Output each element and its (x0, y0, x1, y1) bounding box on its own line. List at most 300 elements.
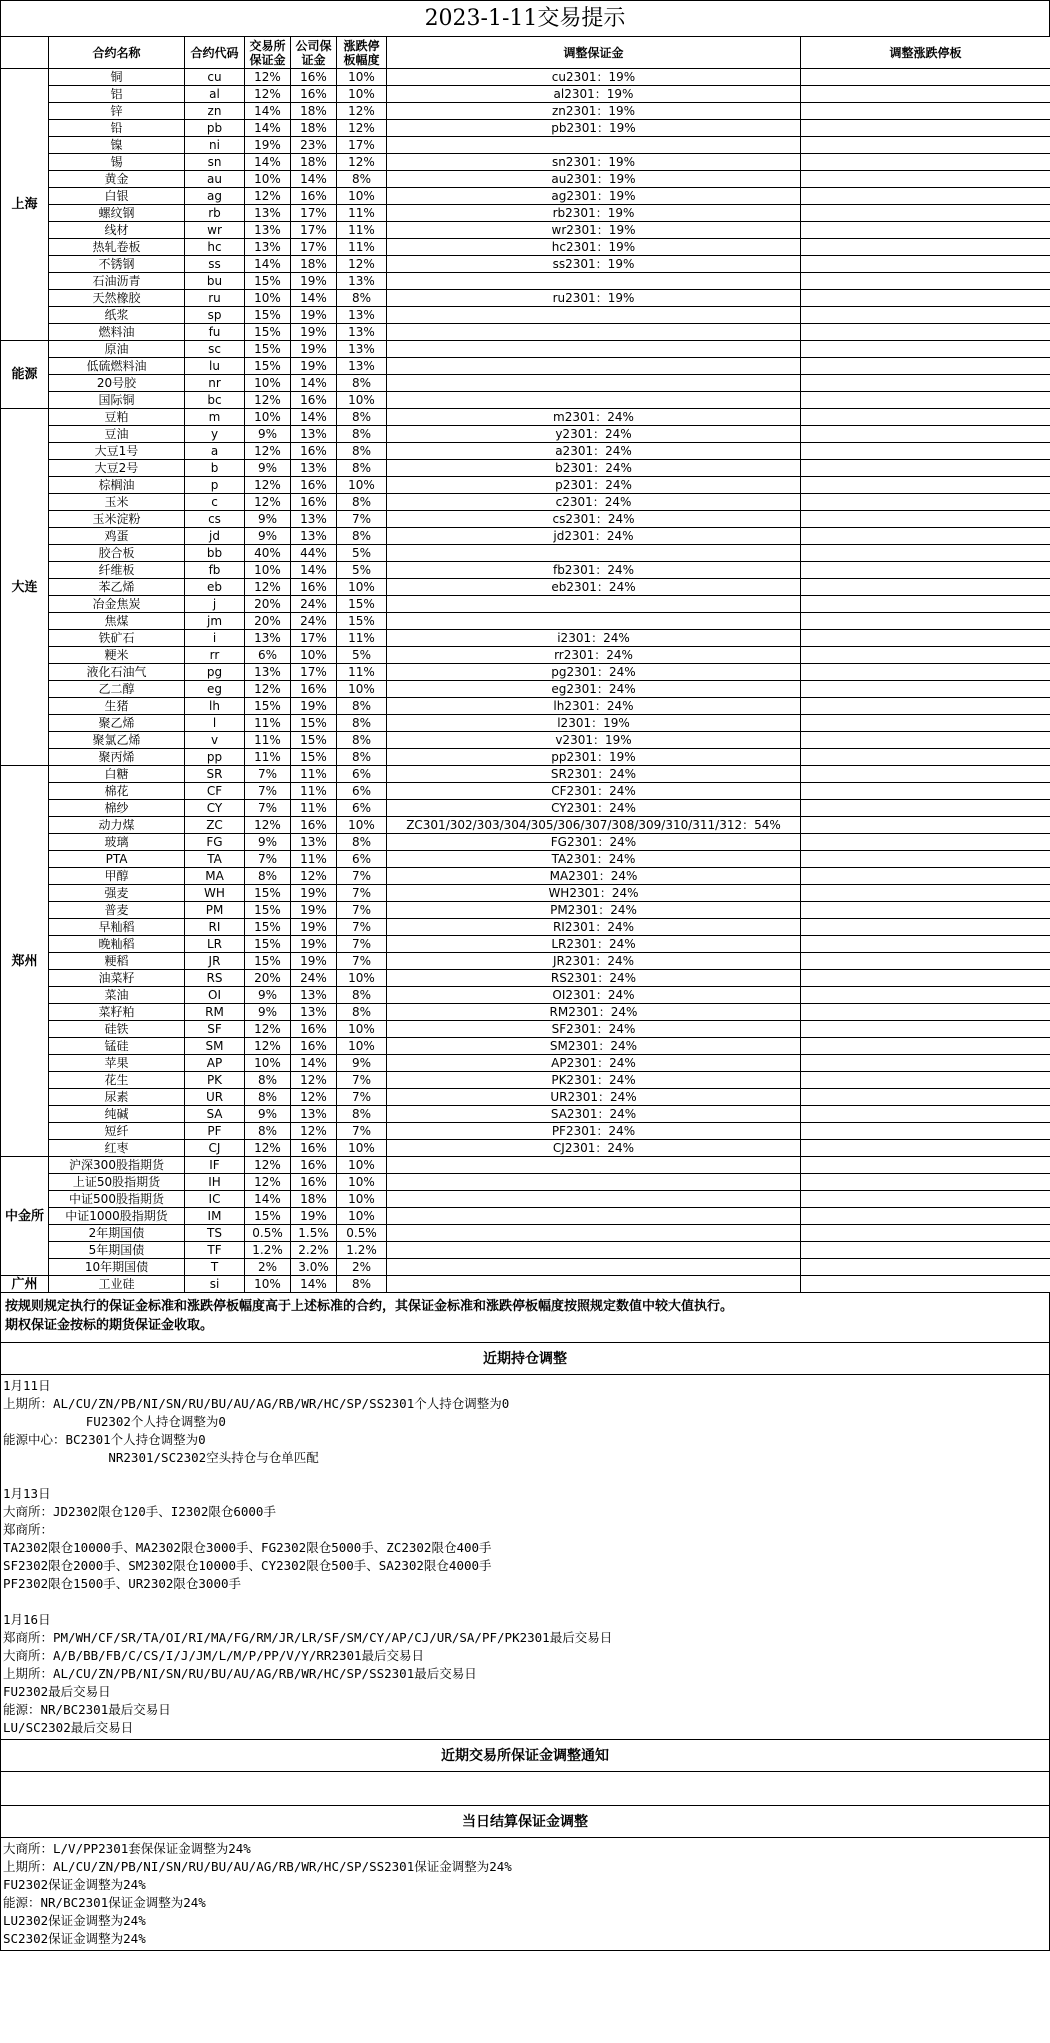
exchange-margin-cell: 11% (245, 732, 291, 749)
contract-code-cell: IC (185, 1191, 245, 1208)
adjusted-margin-cell: JR2301：24% (387, 953, 801, 970)
table-row (1, 647, 1050, 664)
table-row (1, 902, 1050, 919)
adjusted-limit-cell (801, 137, 1050, 154)
adjusted-margin-cell: c2301：24% (387, 494, 801, 511)
price-limit-cell: 0.5% (337, 1225, 387, 1242)
exchange-margin-cell: 7% (245, 851, 291, 868)
table-row (1, 307, 1050, 324)
table-row (1, 596, 1050, 613)
table-row (1, 613, 1050, 630)
price-limit-cell: 10% (337, 477, 387, 494)
adjusted-margin-cell (387, 1208, 801, 1225)
contract-code-cell: cu (185, 69, 245, 86)
price-limit-cell: 7% (337, 953, 387, 970)
adjusted-limit-cell (801, 545, 1050, 562)
company-margin-cell: 16% (291, 1038, 337, 1055)
price-limit-cell: 5% (337, 562, 387, 579)
table-row (1, 409, 1050, 426)
section-body: 大商所：L/V/PP2301套保保证金调整为24% 上期所：AL/CU/ZN/PB/NI/SN/RU/BU/AU/AG/RB/WR/HC/SP/SS2301保证金调整为24% FU2302保证金调整为24% 能源：NR/BC2301保证金调整为24% LU2302保证金调整为24% SC2302保证金调整为24% (0, 1838, 1050, 1951)
price-limit-cell: 10% (337, 579, 387, 596)
company-margin-cell: 24% (291, 596, 337, 613)
adjusted-margin-cell: b2301：24% (387, 460, 801, 477)
company-margin-cell: 17% (291, 664, 337, 681)
note-line: 按规则规定执行的保证金标准和涨跌停板幅度高于上述标准的合约，其保证金标准和涨跌停板幅度按照规定数值中较大值执行。 (5, 1299, 734, 1314)
exchange-margin-cell: 12% (245, 579, 291, 596)
contract-code-cell: CF (185, 783, 245, 800)
page-title: 2023-1-11交易提示 (0, 0, 1050, 36)
adjusted-limit-cell (801, 715, 1050, 732)
company-margin-cell: 14% (291, 1276, 337, 1293)
adjusted-limit-cell (801, 1072, 1050, 1089)
exchange-margin-cell: 15% (245, 324, 291, 341)
contract-code-cell: PM (185, 902, 245, 919)
contract-code-cell: SA (185, 1106, 245, 1123)
adjusted-limit-cell (801, 800, 1050, 817)
exchange-margin-cell: 9% (245, 1106, 291, 1123)
company-margin-cell: 14% (291, 171, 337, 188)
adjusted-margin-cell: MA2301：24% (387, 868, 801, 885)
contract-code-cell: pb (185, 120, 245, 137)
table-row (1, 936, 1050, 953)
adjusted-margin-cell (387, 596, 801, 613)
contract-name-cell: 聚氯乙烯 (49, 732, 185, 749)
price-limit-cell: 11% (337, 205, 387, 222)
exchange-margin-cell: 15% (245, 698, 291, 715)
table-row (1, 1055, 1050, 1072)
exchange-margin-cell: 13% (245, 630, 291, 647)
adjusted-margin-cell: zn2301：19% (387, 103, 801, 120)
adjusted-limit-cell (801, 749, 1050, 766)
adjusted-limit-cell (801, 1191, 1050, 1208)
exchange-margin-cell: 9% (245, 460, 291, 477)
table-row (1, 1140, 1050, 1157)
adjusted-margin-cell: UR2301：24% (387, 1089, 801, 1106)
adjusted-margin-cell: hc2301：19% (387, 239, 801, 256)
contract-name-cell: 菜籽粕 (49, 1004, 185, 1021)
exchange-margin-cell: 40% (245, 545, 291, 562)
contract-code-cell: fb (185, 562, 245, 579)
adjusted-margin-cell (387, 1242, 801, 1259)
contract-code-cell: sn (185, 154, 245, 171)
company-margin-cell: 12% (291, 1089, 337, 1106)
company-margin-cell: 13% (291, 834, 337, 851)
company-margin-cell: 16% (291, 188, 337, 205)
exchange-margin-cell: 20% (245, 596, 291, 613)
contract-code-cell: c (185, 494, 245, 511)
adjusted-limit-cell (801, 1055, 1050, 1072)
table-row (1, 1106, 1050, 1123)
exchange-margin-cell: 15% (245, 1208, 291, 1225)
contract-code-cell: al (185, 86, 245, 103)
table-row (1, 188, 1050, 205)
table-row (1, 477, 1050, 494)
adjusted-limit-cell (801, 528, 1050, 545)
contract-code-cell: ni (185, 137, 245, 154)
adjusted-limit-cell (801, 256, 1050, 273)
exchange-margin-cell: 12% (245, 1038, 291, 1055)
adjusted-margin-cell: WH2301：24% (387, 885, 801, 902)
contract-code-cell: si (185, 1276, 245, 1293)
company-margin-cell: 10% (291, 647, 337, 664)
company-margin-cell: 19% (291, 358, 337, 375)
section-empty-row (0, 1772, 1050, 1806)
contract-name-cell: 5年期国债 (49, 1242, 185, 1259)
adjusted-limit-cell (801, 375, 1050, 392)
table-row (1, 970, 1050, 987)
table-row (1, 273, 1050, 290)
table-row (1, 953, 1050, 970)
contract-code-cell: ZC (185, 817, 245, 834)
contract-code-cell: zn (185, 103, 245, 120)
contract-name-cell: 动力煤 (49, 817, 185, 834)
contract-name-cell: 纸浆 (49, 307, 185, 324)
adjusted-limit-cell (801, 817, 1050, 834)
price-limit-cell: 7% (337, 885, 387, 902)
exchange-margin-cell: 15% (245, 953, 291, 970)
company-margin-cell: 17% (291, 630, 337, 647)
adjusted-margin-cell: PK2301：24% (387, 1072, 801, 1089)
contract-name-cell: 棉纱 (49, 800, 185, 817)
contract-name-cell: 焦煤 (49, 613, 185, 630)
table-row (1, 86, 1050, 103)
adjusted-margin-cell: PF2301：24% (387, 1123, 801, 1140)
contract-name-cell: 冶金焦炭 (49, 596, 185, 613)
price-limit-cell: 8% (337, 528, 387, 545)
company-margin-cell: 12% (291, 1123, 337, 1140)
price-limit-cell: 8% (337, 171, 387, 188)
adjusted-limit-cell (801, 766, 1050, 783)
exchange-cell: 能源 (1, 341, 49, 409)
table-row (1, 1004, 1050, 1021)
contract-code-cell: au (185, 171, 245, 188)
contract-name-cell: 燃料油 (49, 324, 185, 341)
contract-name-cell: 国际铜 (49, 392, 185, 409)
price-limit-cell: 11% (337, 664, 387, 681)
company-margin-cell: 16% (291, 1174, 337, 1191)
contract-code-cell: UR (185, 1089, 245, 1106)
contract-name-cell: 沪深300股指期货 (49, 1157, 185, 1174)
company-margin-cell: 16% (291, 392, 337, 409)
price-limit-cell: 8% (337, 290, 387, 307)
table-row (1, 579, 1050, 596)
table-row (1, 205, 1050, 222)
price-limit-cell: 10% (337, 1021, 387, 1038)
table-row (1, 1242, 1050, 1259)
exchange-margin-cell: 8% (245, 868, 291, 885)
exchange-margin-cell: 14% (245, 154, 291, 171)
table-row (1, 375, 1050, 392)
adjusted-limit-cell (801, 681, 1050, 698)
price-limit-cell: 15% (337, 596, 387, 613)
exchange-margin-cell: 13% (245, 239, 291, 256)
table-row (1, 1276, 1050, 1293)
price-limit-cell: 10% (337, 188, 387, 205)
adjusted-margin-cell: AP2301：24% (387, 1055, 801, 1072)
contract-code-cell: eb (185, 579, 245, 596)
adjusted-margin-cell: sn2301：19% (387, 154, 801, 171)
contract-code-cell: ag (185, 188, 245, 205)
exchange-margin-cell: 15% (245, 885, 291, 902)
contract-name-cell: 工业硅 (49, 1276, 185, 1293)
price-limit-cell: 2% (337, 1259, 387, 1276)
table-row (1, 239, 1050, 256)
table-row (1, 664, 1050, 681)
table-row (1, 256, 1050, 273)
table-row (1, 987, 1050, 1004)
exchange-margin-cell: 7% (245, 766, 291, 783)
adjusted-margin-cell (387, 137, 801, 154)
adjusted-limit-cell (801, 154, 1050, 171)
adjusted-limit-cell (801, 953, 1050, 970)
contract-name-cell: 铁矿石 (49, 630, 185, 647)
contract-code-cell: FG (185, 834, 245, 851)
table-row (1, 426, 1050, 443)
exchange-margin-cell: 12% (245, 188, 291, 205)
adjusted-limit-cell (801, 324, 1050, 341)
adjusted-limit-cell (801, 1157, 1050, 1174)
adjusted-margin-cell: eb2301：24% (387, 579, 801, 596)
exchange-margin-cell: 14% (245, 120, 291, 137)
exchange-margin-cell: 1.2% (245, 1242, 291, 1259)
adjusted-margin-cell: ru2301：19% (387, 290, 801, 307)
contract-name-cell: 胶合板 (49, 545, 185, 562)
contract-name-cell: 硅铁 (49, 1021, 185, 1038)
section-title: 近期交易所保证金调整通知 (0, 1740, 1050, 1772)
exchange-margin-cell: 11% (245, 749, 291, 766)
adjusted-limit-cell (801, 664, 1050, 681)
contract-code-cell: jd (185, 528, 245, 545)
company-margin-cell: 18% (291, 103, 337, 120)
table-row (1, 562, 1050, 579)
contract-name-cell: 苯乙烯 (49, 579, 185, 596)
table-header-row (1, 37, 1050, 69)
contract-code-cell: AP (185, 1055, 245, 1072)
exchange-margin-cell: 8% (245, 1123, 291, 1140)
company-margin-cell: 13% (291, 426, 337, 443)
price-limit-cell: 8% (337, 494, 387, 511)
adjusted-limit-cell (801, 732, 1050, 749)
adjusted-margin-cell (387, 307, 801, 324)
contract-name-cell: 玉米淀粉 (49, 511, 185, 528)
company-margin-cell: 16% (291, 69, 337, 86)
price-limit-cell: 13% (337, 358, 387, 375)
exchange-margin-cell: 20% (245, 970, 291, 987)
adjusted-margin-cell: i2301：24% (387, 630, 801, 647)
adjusted-margin-cell (387, 375, 801, 392)
price-limit-cell: 10% (337, 1157, 387, 1174)
adjusted-margin-cell: ZC301/302/303/304/305/306/307/308/309/310/311/312：54% (387, 817, 801, 834)
price-limit-cell: 8% (337, 834, 387, 851)
exchange-margin-cell: 12% (245, 443, 291, 460)
contract-code-cell: m (185, 409, 245, 426)
price-limit-cell: 13% (337, 324, 387, 341)
contract-code-cell: bc (185, 392, 245, 409)
exchange-margin-cell: 10% (245, 409, 291, 426)
price-limit-cell: 12% (337, 154, 387, 171)
contract-code-cell: IM (185, 1208, 245, 1225)
adjusted-limit-cell (801, 409, 1050, 426)
company-margin-cell: 16% (291, 1157, 337, 1174)
table-row (1, 103, 1050, 120)
adjusted-limit-cell (801, 1225, 1050, 1242)
contract-code-cell: v (185, 732, 245, 749)
company-margin-cell: 19% (291, 953, 337, 970)
contract-name-cell: 红枣 (49, 1140, 185, 1157)
table-row (1, 1089, 1050, 1106)
exchange-margin-cell: 7% (245, 800, 291, 817)
adjusted-margin-cell (387, 1174, 801, 1191)
price-limit-cell: 12% (337, 103, 387, 120)
contract-code-cell: sc (185, 341, 245, 358)
contract-code-cell: y (185, 426, 245, 443)
company-margin-cell: 19% (291, 885, 337, 902)
contract-code-cell: RM (185, 1004, 245, 1021)
contract-code-cell: CJ (185, 1140, 245, 1157)
adjusted-margin-cell: SA2301：24% (387, 1106, 801, 1123)
adjusted-limit-cell (801, 358, 1050, 375)
exchange-margin-cell: 12% (245, 1021, 291, 1038)
price-limit-cell: 11% (337, 630, 387, 647)
adjusted-limit-cell (801, 630, 1050, 647)
contract-name-cell: 2年期国债 (49, 1225, 185, 1242)
table-row (1, 392, 1050, 409)
adjusted-margin-cell (387, 1259, 801, 1276)
table-row (1, 154, 1050, 171)
exchange-margin-cell: 12% (245, 681, 291, 698)
exchange-margin-cell: 11% (245, 715, 291, 732)
adjusted-limit-cell (801, 1004, 1050, 1021)
table-row (1, 919, 1050, 936)
adjusted-limit-cell (801, 426, 1050, 443)
exchange-margin-cell: 12% (245, 494, 291, 511)
exchange-margin-cell: 8% (245, 1072, 291, 1089)
contract-name-cell: 菜油 (49, 987, 185, 1004)
adjusted-limit-cell (801, 1174, 1050, 1191)
adjusted-margin-cell: m2301：24% (387, 409, 801, 426)
contract-code-cell: PF (185, 1123, 245, 1140)
adjusted-limit-cell (801, 647, 1050, 664)
table-row (1, 222, 1050, 239)
adjusted-limit-cell (801, 120, 1050, 137)
price-limit-cell: 13% (337, 341, 387, 358)
table-row (1, 1225, 1050, 1242)
adjusted-margin-cell: cu2301：19% (387, 69, 801, 86)
company-margin-cell: 24% (291, 970, 337, 987)
price-limit-cell: 5% (337, 647, 387, 664)
company-margin-cell: 16% (291, 443, 337, 460)
adjusted-margin-cell: RS2301：24% (387, 970, 801, 987)
adjusted-limit-cell (801, 919, 1050, 936)
adjusted-margin-cell: pp2301：19% (387, 749, 801, 766)
contract-name-cell: 花生 (49, 1072, 185, 1089)
price-limit-cell: 5% (337, 545, 387, 562)
adjusted-margin-cell (387, 358, 801, 375)
adjusted-limit-cell (801, 239, 1050, 256)
contract-name-cell: 乙二醇 (49, 681, 185, 698)
contract-code-cell: LR (185, 936, 245, 953)
table-row (1, 290, 1050, 307)
table-row (1, 341, 1050, 358)
contract-name-cell: 纤维板 (49, 562, 185, 579)
company-margin-cell: 19% (291, 324, 337, 341)
company-margin-cell: 16% (291, 817, 337, 834)
price-limit-cell: 8% (337, 698, 387, 715)
contract-name-cell: 生猪 (49, 698, 185, 715)
price-limit-cell: 7% (337, 902, 387, 919)
exchange-margin-cell: 13% (245, 222, 291, 239)
contract-code-cell: b (185, 460, 245, 477)
contract-code-cell: SM (185, 1038, 245, 1055)
margin-table (0, 36, 1050, 1293)
section-body: 1月11日 上期所：AL/CU/ZN/PB/NI/SN/RU/BU/AU/AG/RB/WR/HC/SP/SS2301个人持仓调整为0 FU2302个人持仓调整为0 能源中心：BC2301个人持仓调整为0 NR2301/SC2302空头持仓与仓单匹配 1月13日 大商所：JD2302限仓120手、I2302限仓6000手 郑商所： TA2302限仓10000手、MA2302限仓3000手、FG2302限仓5000手、ZC2302限仓400手 SF2302限仓2000手、SM2302限仓10000手、CY2302限仓500手、SA2302限仓4000手 PF2302限仓1500手、UR2302限仓3000手 1月16日 郑商所：PM/WH/CF/SR/TA/OI/RI/MA/FG/RM/JR/LR/SF/SM/CY/AP/CJ/UR/SA/PF/PK2301最后交易日 大商所：A/B/BB/FB/C/CS/I/J/JM/L/M/P/PP/V/Y/RR2301最后交易日 上期所：AL/CU/ZN/PB/NI/SN/RU/BU/AU/AG/RB/WR/HC/SP/SS2301最后交易日 FU2302最后交易日 能源：NR/BC2301最后交易日 LU/SC2302最后交易日 (0, 1375, 1050, 1740)
table-row (1, 171, 1050, 188)
exchange-margin-cell: 10% (245, 290, 291, 307)
adjusted-limit-cell (801, 562, 1050, 579)
adjusted-margin-cell: cs2301：24% (387, 511, 801, 528)
section-title: 当日结算保证金调整 (0, 1806, 1050, 1838)
adjusted-margin-cell (387, 392, 801, 409)
price-limit-cell: 12% (337, 120, 387, 137)
exchange-cell: 大连 (1, 409, 49, 766)
contract-name-cell: 不锈钢 (49, 256, 185, 273)
adjusted-margin-cell: lh2301：24% (387, 698, 801, 715)
adjusted-limit-cell (801, 103, 1050, 120)
price-limit-cell: 17% (337, 137, 387, 154)
company-margin-cell: 18% (291, 154, 337, 171)
table-row (1, 545, 1050, 562)
contract-code-cell: TS (185, 1225, 245, 1242)
contract-name-cell: 铜 (49, 69, 185, 86)
contract-code-cell: i (185, 630, 245, 647)
exchange-cell: 广州 (1, 1276, 49, 1293)
price-limit-cell: 10% (337, 1191, 387, 1208)
company-margin-cell: 14% (291, 562, 337, 579)
adjusted-limit-cell (801, 987, 1050, 1004)
contract-name-cell: 上证50股指期货 (49, 1174, 185, 1191)
adjusted-limit-cell (801, 885, 1050, 902)
adjusted-limit-cell (801, 273, 1050, 290)
exchange-margin-cell: 9% (245, 987, 291, 1004)
contract-code-cell: MA (185, 868, 245, 885)
contract-name-cell: 低硫燃料油 (49, 358, 185, 375)
exchange-cell: 上海 (1, 69, 49, 341)
price-limit-cell: 8% (337, 1276, 387, 1293)
table-row (1, 460, 1050, 477)
contract-name-cell: 10年期国债 (49, 1259, 185, 1276)
exchange-margin-cell: 12% (245, 817, 291, 834)
header-adjusted-margin: 调整保证金 (387, 37, 801, 69)
company-margin-cell: 11% (291, 851, 337, 868)
contract-name-cell: 棕榈油 (49, 477, 185, 494)
price-limit-cell: 8% (337, 732, 387, 749)
adjusted-limit-cell (801, 205, 1050, 222)
contract-name-cell: 玻璃 (49, 834, 185, 851)
company-margin-cell: 18% (291, 256, 337, 273)
adjusted-margin-cell: l2301：19% (387, 715, 801, 732)
price-limit-cell: 8% (337, 1004, 387, 1021)
contract-name-cell: 油菜籽 (49, 970, 185, 987)
price-limit-cell: 7% (337, 919, 387, 936)
table-row (1, 800, 1050, 817)
contract-name-cell: 棉花 (49, 783, 185, 800)
table-row (1, 732, 1050, 749)
price-limit-cell: 8% (337, 1106, 387, 1123)
price-limit-cell: 8% (337, 443, 387, 460)
adjusted-limit-cell (801, 494, 1050, 511)
contract-name-cell: 强麦 (49, 885, 185, 902)
adjusted-margin-cell (387, 341, 801, 358)
